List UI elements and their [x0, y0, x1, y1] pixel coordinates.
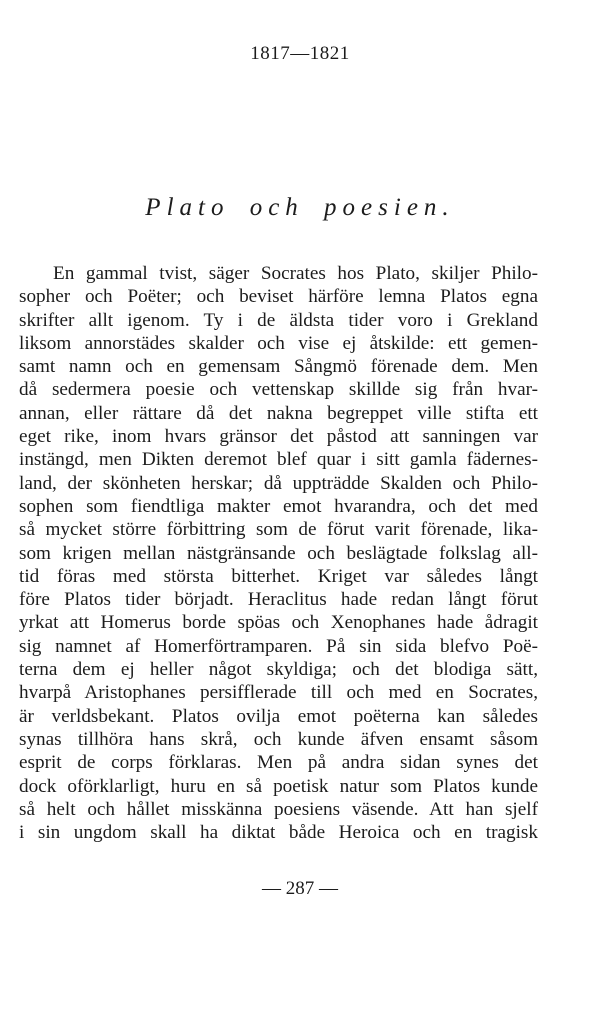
- text-line: liksom annorstädes skalder och vise ej åtskilde: ett gemen-: [19, 332, 538, 354]
- running-head: 1817—1821: [250, 43, 350, 64]
- text-line: i sin ungdom skall ha diktat både Heroica och en tragisk: [19, 822, 538, 844]
- text-line: En gammal tvist, säger Socrates hos Plato, skiljer Philo-: [53, 263, 538, 284]
- text-line: så mycket större förbittring som de förut varit förenade, lika-: [19, 519, 538, 541]
- chapter-title: Plato och poesien.: [145, 194, 455, 221]
- text-line: sopher och Poëter; och beviset härföre lemna Platos egna: [19, 286, 538, 308]
- text-line: dock oförklarligt, huru en så poetisk natur som Platos kunde: [19, 775, 538, 797]
- text-line: esprit de corps förklaras. Men på andra sidan synes det: [19, 752, 538, 774]
- text-line: då sedermera poesie och vettenskap skillde sig från hvar-: [19, 379, 538, 401]
- text-line: skrifter allt igenom. Ty i de äldsta tider voro i Grekland: [19, 309, 538, 331]
- text-line: terna dem ej heller något skyldiga; och det blodiga sätt,: [19, 659, 538, 681]
- text-line: instängd, men Dikten deremot blef quar i sitt gamla fädernes-: [19, 449, 538, 471]
- text-line: land, der skönheten herskar; då uppträdde Skalden och Philo-: [19, 472, 538, 494]
- text-line: är verldsbekant. Platos ovilja emot poëterna kan således: [19, 705, 538, 727]
- text-line: tid föras med största bitterhet. Kriget var således långt: [19, 565, 538, 587]
- text-line: som krigen mellan nästgränsande och beslägtade folkslag all-: [19, 542, 538, 564]
- text-line: hvarpå Aristophanes persifflerade till och med en Socrates,: [19, 682, 538, 704]
- text-line: annan, eller rättare då det nakna begreppet ville stifta ett: [19, 402, 538, 424]
- text-line: före Platos tider börjadt. Heraclitus hade redan långt förut: [19, 589, 538, 611]
- text-line: sig namnet af Homerförtramparen. På sin sida blefvo Poë-: [19, 635, 538, 657]
- text-line: yrkat att Homerus borde spöas och Xenophanes hade ådragit: [19, 612, 538, 634]
- text-line: synas tillhöra hans skrå, och kunde äfven ensamt såsom: [19, 728, 538, 750]
- text-line: sophen som fiendtliga makter emot hvarandra, och det med: [19, 495, 538, 517]
- text-line: eget rike, inom hvars gränsor det påstod att sanningen var: [19, 426, 538, 448]
- body-paragraph: [19, 262, 538, 844]
- text-line: samt namn och en gemensam Sångmö förenade dem. Men: [19, 356, 538, 378]
- page-number: — 287 —: [262, 878, 338, 899]
- text-line: så helt och hållet misskänna poesiens väsende. Att han sjelf: [19, 798, 538, 820]
